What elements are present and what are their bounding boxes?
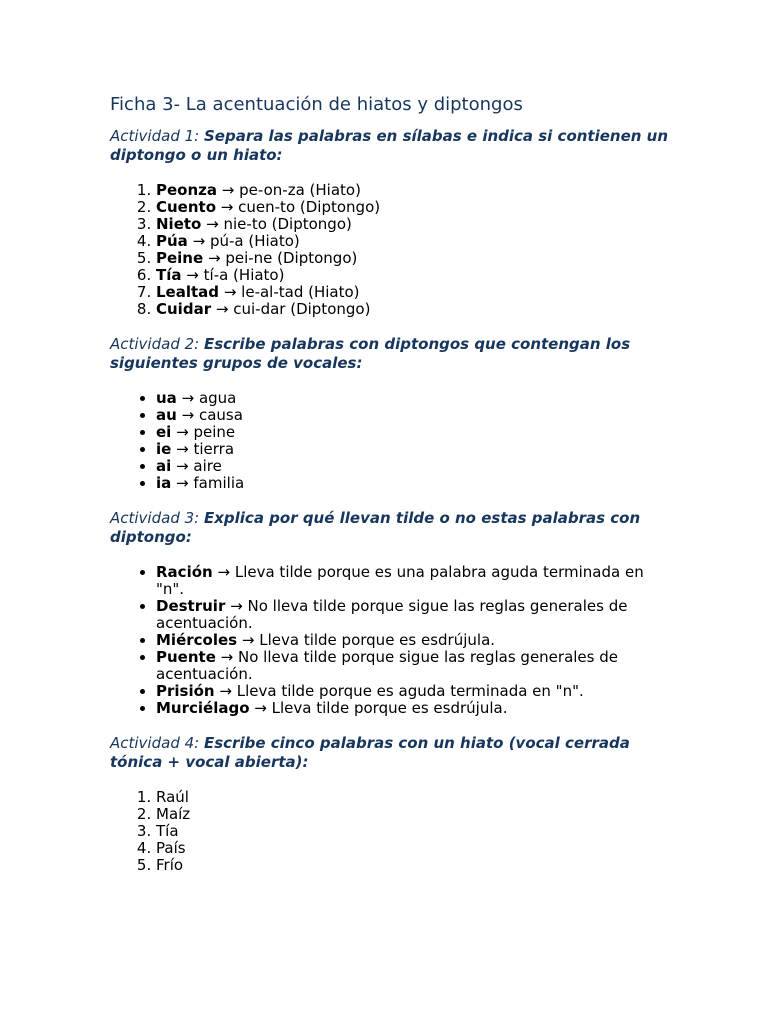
- activity-3-lead: Actividad 3:: [110, 509, 200, 527]
- list-item: • Prisión → Lleva tilde porque es aguda terminada en "n".: [156, 683, 670, 700]
- page-title: Ficha 3- La acentuación de hiatos y diptongos: [110, 94, 523, 115]
- activity-4-heading: [110, 734, 670, 772]
- list-item: • ie → tierra: [156, 441, 670, 458]
- list-item: • Miércoles → Lleva tilde porque es esdrújula.: [156, 632, 670, 649]
- list-item: 4. Púa → pú-a (Hiato): [156, 233, 670, 250]
- list-item: 8. Cuidar → cui-dar (Diptongo): [156, 301, 670, 318]
- list-item: 4. País: [156, 840, 670, 857]
- activity-1-instruction: Separa las palabras en sílabas e indica si contienen un diptongo o un hiato:: [110, 127, 669, 164]
- list-item: 7. Lealtad → le-al-tad (Hiato): [156, 284, 670, 301]
- list-item: • au → causa: [156, 407, 670, 424]
- list-item: 1. Raúl: [156, 789, 670, 806]
- activity-2-lead: Actividad 2:: [110, 335, 200, 353]
- list-item: • Ración → Lleva tilde porque es una palabra aguda terminada en "n".: [156, 564, 670, 598]
- activity-2: [110, 335, 670, 509]
- activity-2-list: [110, 390, 670, 492]
- activity-3-heading: [110, 509, 670, 547]
- activity-2-heading: [110, 335, 670, 373]
- activity-3-instruction: Explica por qué llevan tilde o no estas palabras con diptongo:: [110, 509, 641, 546]
- activity-1: [110, 127, 670, 335]
- activity-1-list: [110, 182, 670, 318]
- list-item: 5. Peine → pei-ne (Diptongo): [156, 250, 670, 267]
- activity-3-list: [110, 564, 670, 717]
- activity-3: [110, 509, 670, 734]
- list-item: 3. Tía: [156, 823, 670, 840]
- list-item: • ua → agua: [156, 390, 670, 407]
- list-item: 5. Frío: [156, 857, 670, 874]
- activity-2-instruction: Escribe palabras con diptongos que contengan los siguientes grupos de vocales:: [110, 335, 631, 372]
- list-item: 2. Maíz: [156, 806, 670, 823]
- activity-4-list: [110, 789, 670, 874]
- activity-1-heading: [110, 127, 670, 165]
- list-item: 3. Nieto → nie-to (Diptongo): [156, 216, 670, 233]
- activity-4-instruction: Escribe cinco palabras con un hiato (vocal cerrada tónica + vocal abierta):: [110, 734, 630, 771]
- list-item: • ia → familia: [156, 475, 670, 492]
- list-item: • ai → aire: [156, 458, 670, 475]
- list-item: 2. Cuento → cuen-to (Diptongo): [156, 199, 670, 216]
- list-item: • ei → peine: [156, 424, 670, 441]
- list-item: 6. Tía → tí-a (Hiato): [156, 267, 670, 284]
- list-item: • Murciélago → Lleva tilde porque es esdrújula.: [156, 700, 670, 717]
- activity-4-lead: Actividad 4:: [110, 734, 200, 752]
- activity-1-lead: Actividad 1:: [110, 127, 200, 145]
- activity-4: [110, 734, 670, 874]
- document-content: [110, 93, 670, 874]
- list-item: • Destruir → No lleva tilde porque sigue las reglas generales de acentuación.: [156, 598, 670, 632]
- list-item: • Puente → No lleva tilde porque sigue las reglas generales de acentuación.: [156, 649, 670, 683]
- list-item: 1. Peonza → pe-on-za (Hiato): [156, 182, 670, 199]
